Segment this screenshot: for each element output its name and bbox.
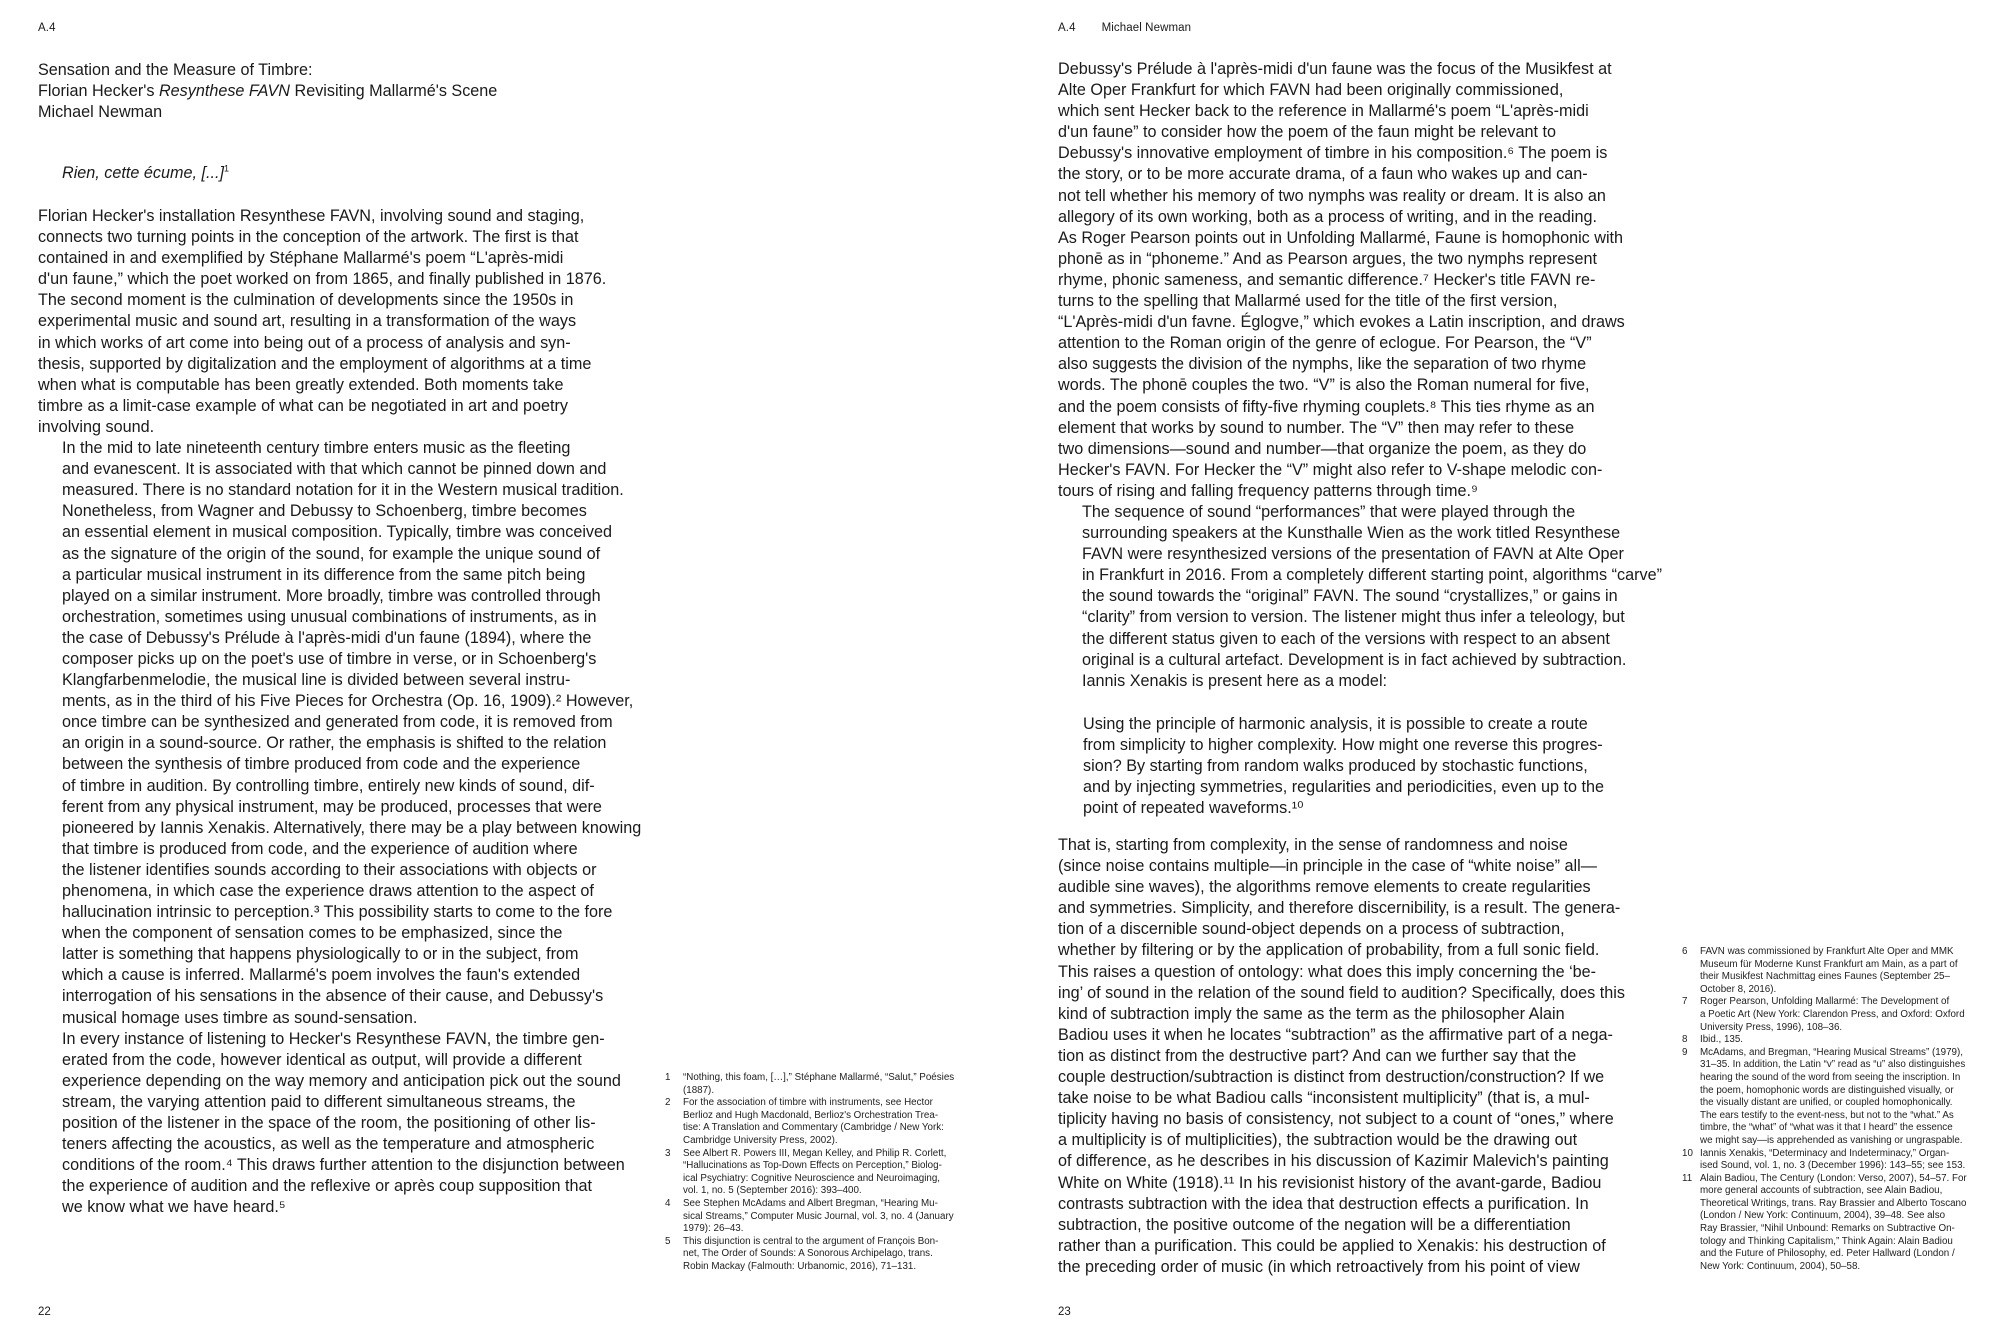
text-line: sion? By starting from random walks produced by stochastic functions, [1083, 757, 1588, 776]
text-line: FAVN were resynthesized versions of the presentation of FAVN at Alte Oper [1082, 545, 1624, 564]
text-line: that timbre is produced from code, and the experience of audition where [62, 839, 578, 858]
text-line: audible sine waves), the algorithms remove elements to create regularities [1058, 878, 1591, 897]
footnote [665, 1148, 965, 1198]
epigraph [62, 164, 229, 183]
text-line: latter is something that happens physiologically to or in the subject, from [62, 945, 579, 964]
text-line: Debussy's innovative employment of timbre in his composition.⁶ The poem is [1058, 144, 1608, 163]
text-line: of difference, as he describes in his discussion of Kazimir Malevich's painting [1058, 1152, 1609, 1171]
paragraph [1058, 59, 1676, 502]
footnote-number: 4 [665, 1197, 671, 1209]
text-line: ing’ of sound in the relation of the sound field to audition? Specifically, does this [1058, 983, 1625, 1002]
text-line: experimental music and sound art, resulting in a transformation of the ways [38, 312, 577, 331]
text-line: That is, starting from complexity, in the sense of randomness and noise [1058, 836, 1568, 854]
footnote-number: 10 [1682, 1147, 1693, 1159]
text-line: Debussy's Prélude à l'après-midi d'un faune was the focus of the Musikfest at [1058, 60, 1612, 78]
text-line: subtraction, the positive outcome of the negation will be a differentiation [1058, 1215, 1571, 1234]
text-line: ferent from any physical instrument, may be produced, processes that were [62, 797, 602, 816]
text-line: thesis, supported by digitalization and the employment of algorithms at a time [38, 354, 592, 373]
text-line: the listener identifies sounds according to their associations with objects or [62, 860, 597, 879]
text-line: an origin in a sound-source. Or rather, the emphasis is shifted to the relation [62, 734, 607, 753]
text-line: the sound towards the “original” FAVN. The sound “crystallizes,” or gains in [1082, 587, 1618, 606]
footnote-text: FAVN was commissioned by Frankfurt Alte Oper and MMK Museum für Moderne Kunst Frankfurt am Main, as a part of their Musikfest Nachmittag eines Faunes (September 25– October 8, 2016). [1700, 946, 1958, 995]
text-line: the different status given to each of the versions with respect to an absent [1082, 629, 1610, 648]
text-line: kind of subtraction imply the same as the term as the philosopher Alain [1058, 1004, 1565, 1023]
footnote-ref: 1 [223, 163, 229, 174]
text-line: d'un faune” to consider how the poem of the faun might be relevant to [1058, 123, 1557, 142]
text-line: played on a similar instrument. More broadly, timbre was controlled through [62, 586, 601, 605]
text-line: point of repeated waveforms.¹⁰ [1083, 799, 1304, 818]
footnote [1682, 1148, 1982, 1173]
footnote-number: 9 [1682, 1046, 1688, 1058]
paragraph [38, 438, 650, 1029]
text-line: and by injecting symmetries, regularities and periodicities, even up to the [1083, 778, 1604, 797]
text-line: d'un faune,” which the poet worked on from 1865, and finally published in 1876. [38, 270, 607, 289]
footnote-text: Ibid., 135. [1700, 1034, 1744, 1046]
text-line: ments, as in the third of his Five Pieces for Orchestra (Op. 16, 1909).² However, [62, 692, 634, 711]
text-line: Florian Hecker's installation Resynthese FAVN, involving sound and staging, [38, 207, 585, 225]
text-line: the preceding order of music (in which retroactively from his point of view [1058, 1257, 1580, 1276]
epigraph-text: Rien, cette écume, [...] [62, 164, 224, 182]
text-line: tiplicity having no basis of consistency, not subject to a count of “ones,” where [1058, 1110, 1614, 1129]
footnote-text: See Albert R. Powers III, Megan Kelley, and Philip R. Corlett, “Hallucinations as Top-Down Effects on Perception,” Biolog- ical Psychiatry: Cognitive Neuroscience and Neuroimaging, vol. 1, no. 5 (September 2016): 393–400. [683, 1147, 947, 1197]
text-line: hallucination intrinsic to perception.³ This possibility starts to come to the fore [62, 903, 613, 922]
text-line: and the poem consists of fifty-five rhyming couplets.⁸ This ties rhyme as an [1058, 397, 1595, 416]
footnote-text: Iannis Xenakis, “Determinacy and Indeterminacy,” Organ- ised Sound, vol. 1, no. 3 (December 1996): 143–55; see 153. [1700, 1147, 1966, 1172]
text-line: erated from the code, however identical as output, will provide a different [62, 1050, 582, 1069]
text-line: rhyme, phonic sameness, and semantic difference.⁷ Hecker's title FAVN re- [1058, 270, 1596, 289]
footnote-number: 11 [1682, 1172, 1693, 1184]
footnote-text: Roger Pearson, Unfolding Mallarmé: The Development of a Poetic Art (New York: Clarendon Press, and Oxford: Oxford University Press, 1996), 108–36. [1700, 996, 1965, 1033]
text-line: In every instance of listening to Hecker's Resynthese FAVN, the timbre gen- [62, 1029, 605, 1048]
text-line: experience depending on the way memory and anticipation pick out the sound [62, 1071, 621, 1090]
text-line: the story, or to be more accurate drama, of a faun who wakes up and can- [1058, 165, 1588, 184]
text-line: once timbre can be synthesized and generated from code, it is removed from [62, 713, 613, 732]
text-line: when the component of sensation comes to be emphasized, since the [62, 924, 563, 943]
footnote-text: For the association of timbre with instruments, see Hector Berlioz and Hugh Macdonald, Berlioz's Orchestration Trea- tise: A Translation and Commentary (Cambridge / New York: Cambridge University Press, 2002). [683, 1097, 944, 1146]
footnote-number: 6 [1682, 946, 1688, 957]
text-line: measured. There is no standard notation for it in the Western musical tradition. [62, 481, 624, 500]
left-body-text [38, 206, 650, 1219]
footnote-number: 7 [1682, 996, 1688, 1008]
article-author: Michael Newman [38, 103, 163, 121]
paragraph [1058, 835, 1676, 1278]
text-line: which a cause is inferred. Mallarmé's poem involves the faun's extended [62, 966, 581, 985]
footnote [1682, 996, 1982, 1034]
running-head-section: A.4 [38, 22, 56, 34]
text-line: allegory of its own working, both as a process of writing, and in the reading. [1058, 207, 1597, 226]
text-line: from simplicity to higher complexity. How might one reverse this progres- [1083, 736, 1603, 755]
footnote-text: “Nothing, this foam, […],” Stéphane Mallarmé, “Salut,” Poésies (1887). [683, 1072, 955, 1096]
footnote-number: 2 [665, 1097, 671, 1109]
text-line: Alte Oper Frankfurt for which FAVN had been originally commissioned, [1058, 81, 1564, 100]
running-head-section: A.4 [1058, 22, 1076, 34]
text-line: pioneered by Iannis Xenakis. Alternatively, there may be a play between knowing [62, 818, 642, 837]
text-line: also suggests the division of the nymphs, like the separation of two rhyme [1058, 355, 1587, 374]
text-line: when what is computable has been greatly extended. Both moments take [38, 375, 564, 394]
footnote-text: See Stephen McAdams and Albert Bregman, “Hearing Mu- sical Streams,” Computer Music Journal, vol. 3, no. 4 (January 1979): 26–43. [683, 1197, 954, 1235]
text-line: tion as distinct from the destructive part? And can we further say that the [1058, 1046, 1577, 1065]
text-line: Badiou uses it when he locates “subtraction” as the affirmative part of a nega- [1058, 1025, 1613, 1044]
text-line: a particular musical instrument in its difference from the same pitch being [62, 565, 586, 584]
text-line: not tell whether his memory of two nymphs was reality or dream. It is also an [1058, 186, 1606, 205]
text-line: composer picks up on the poet's use of timbre in verse, or in Schoenberg's [62, 649, 597, 668]
footnote [1682, 1173, 1982, 1274]
title-line-2-pre: Florian Hecker's [38, 82, 159, 100]
text-line: two dimensions—sound and number—that organize the poem, as they do [1058, 439, 1587, 458]
footnote [1682, 946, 1982, 996]
text-line: (since noise contains multiple—in principle in the case of “white noise” all— [1058, 857, 1597, 876]
footnote-text: McAdams, and Bregman, “Hearing Musical Streams” (1979), 31–35. In addition, the Latin “v” read as “u” also distinguishes hearing the sound of the word from seeing the inscription. In the poem, homophonic words are distinguished visually, or the visually distant are unified, or coupled homophonically. The ears testify to the event-ness, but not to the “what.” As timbre, the “what” of “what was it that I heard” the essence we might say—is apprehended as vanishing or ungraspable. [1700, 1046, 1966, 1146]
block-quote [1083, 714, 1683, 819]
text-line: This raises a question of ontology: what does this imply concerning the ‘be- [1058, 962, 1597, 981]
footnote-number: 5 [665, 1235, 671, 1247]
footnote [1682, 1034, 1982, 1047]
text-line: in Frankfurt in 2016. From a completely different starting point, algorithms “carve” [1082, 566, 1662, 585]
paragraph [1058, 502, 1676, 692]
title-line-2 [38, 81, 497, 102]
text-line: tion of a discernible sound-object depends on a process of subtraction, [1058, 920, 1565, 939]
text-line: we know what we have heard.⁵ [62, 1198, 286, 1217]
text-line: contrasts subtraction with the idea that destruction effects a purification. In [1058, 1194, 1589, 1213]
paragraph [38, 1029, 650, 1219]
text-line: phonē as in “phoneme.” And as Pearson argues, the two nymphs represent [1058, 249, 1598, 268]
right-body-text [1058, 59, 1676, 692]
text-line: the experience of audition and the reflexive or après coup supposition that [62, 1177, 593, 1196]
text-line: surrounding speakers at the Kunsthalle Wien as the work titled Resynthese [1082, 524, 1621, 543]
right-body-continuation [1058, 835, 1676, 1278]
text-line: take noise to be what Badiou calls “inconsistent multiplicity” (that is, a mul- [1058, 1089, 1590, 1108]
text-line: rather than a purification. This could be applied to Xenakis: his destruction of [1058, 1236, 1606, 1255]
text-line: stream, the varying attention paid to different simultaneous streams, the [62, 1092, 576, 1111]
text-line: teners affecting the acoustics, as well as the temperature and atmospheric [62, 1135, 595, 1154]
footnote [1682, 1047, 1982, 1148]
text-line: which sent Hecker back to the reference in Mallarmé's poem “L'après-midi [1058, 102, 1589, 121]
text-line: turns to the spelling that Mallarmé used for the title of the first version, [1058, 292, 1558, 311]
text-line: phenomena, in which case the experience draws attention to the aspect of [62, 882, 594, 900]
article-title-block [38, 60, 497, 123]
title-work-name: Resynthese FAVN [158, 82, 290, 100]
text-line: conditions of the room.⁴ This draws further attention to the disjunction between [62, 1156, 625, 1175]
text-line: “L'Après-midi d'un favne. Églogve,” which evokes a Latin inscription, and draws [1058, 313, 1625, 332]
text-line: couple destruction/subtraction is distinct from destruction/construction? If we [1058, 1068, 1605, 1087]
footnote-number: 3 [665, 1147, 671, 1159]
text-line: as the signature of the origin of the sound, for example the unique sound of [62, 544, 601, 563]
footnote-text: This disjunction is central to the argument of François Bon- net, The Order of Sounds: A Sonorous Archipelago, trans. Robin Mackay (Falmouth: Urbanomic, 2016), 71–131. [683, 1235, 939, 1272]
text-line: and evanescent. It is associated with that which cannot be pinned down and [62, 460, 607, 479]
text-line: between the synthesis of timbre produced from code and the experience [62, 755, 581, 774]
footnote-text: Alain Badiou, The Century (London: Verso, 2007), 54–57. For more general accounts of subtraction, see Alain Badiou, Theoretical Writings, trans. Ray Brassier and Alberto Toscano (London / New York: Continuum, 2004), 39–48. See also Ray Brassier, “Nihil Unbound: Remarks on Subtractive On- tology and Thinking Capitalism,” Think Again: Alain Badiou and the Future of Philosophy, ed. Peter Hallward (London / New York: Continuum, 2004), 50–58. [1700, 1172, 1967, 1272]
text-line: attention to the Roman origin of the genre of eclogue. For Pearson, the “V” [1058, 334, 1592, 353]
text-line: orchestration, sometimes using unusual combinations of instruments, as in [62, 607, 597, 626]
footnote [665, 1072, 965, 1097]
text-line: in which works of art come into being out of a process of analysis and syn- [38, 333, 571, 352]
page-number-left: 22 [38, 1306, 51, 1318]
text-line: interrogation of his sensations in the absence of their cause, and Debussy's [62, 987, 604, 1006]
text-line: of timbre in audition. By controlling timbre, entirely new kinds of sound, dif- [62, 776, 595, 795]
text-line: The sequence of sound “performances” that were played through the [1082, 502, 1576, 521]
text-line: tours of rising and falling frequency patterns through time.⁹ [1058, 481, 1478, 500]
text-line: Klangfarbenmelodie, the musical line is divided between several instru- [62, 671, 571, 690]
left-footnotes [665, 1072, 965, 1274]
text-line: Iannis Xenakis is present here as a model: [1082, 671, 1388, 690]
text-line: original is a cultural artefact. Development is in fact achieved by subtraction. [1082, 650, 1627, 669]
text-line: a multiplicity is of multiplicities), the subtraction would be the drawing out [1058, 1131, 1578, 1150]
text-line: the case of Debussy's Prélude à l'après-midi d'un faune (1894), where the [62, 628, 592, 647]
title-line-1: Sensation and the Measure of Timbre: [38, 61, 313, 79]
text-line: Hecker's FAVN. For Hecker the “V” might also refer to V-shape melodic con- [1058, 460, 1603, 479]
footnote [665, 1236, 965, 1274]
text-line: musical homage uses timbre as sound-sensation. [62, 1008, 418, 1027]
title-line-2-post: Revisiting Mallarmé's Scene [290, 82, 498, 100]
page-number-right: 23 [1058, 1306, 1071, 1318]
text-line: an essential element in musical composition. Typically, timbre was conceived [62, 523, 613, 542]
text-line: White on White (1918).¹¹ In his revisionist history of the avant-garde, Badiou [1058, 1173, 1602, 1192]
text-line: Nonetheless, from Wagner and Debussy to Schoenberg, timbre becomes [62, 502, 587, 521]
text-line: and symmetries. Simplicity, and therefore discernibility, is a result. The genera- [1058, 899, 1621, 918]
running-head-author: Michael Newman [1101, 22, 1192, 34]
right-page [1000, 0, 2000, 1334]
text-line: words. The phonē couples the two. “V” is also the Roman numeral for five, [1058, 376, 1590, 395]
text-line: timbre as a limit-case example of what can be negotiated in art and poetry [38, 396, 568, 415]
text-line: position of the listener in the space of the room, the positioning of other lis- [62, 1114, 596, 1133]
text-line: connects two turning points in the conception of the artwork. The first is that [38, 228, 579, 247]
footnote-number: 1 [665, 1072, 671, 1083]
running-head [1058, 22, 1191, 34]
footnote [665, 1198, 965, 1236]
paragraph [38, 206, 650, 438]
text-line: contained in and exemplified by Stéphane Mallarmé's poem “L'après-midi [38, 249, 564, 268]
text-line: “clarity” from version to version. The listener might thus infer a teleology, but [1082, 608, 1625, 627]
right-footnotes [1682, 946, 1982, 1273]
text-line: element that works by sound to number. The “V” then may refer to these [1058, 418, 1575, 437]
text-line: Using the principle of harmonic analysis, it is possible to create a route [1083, 715, 1588, 733]
text-line: The second moment is the culmination of developments since the 1950s in [38, 291, 574, 310]
text-line: involving sound. [38, 417, 155, 436]
footnote [665, 1097, 965, 1147]
text-line: whether by filtering or by the application of probability, from a full sonic field. [1058, 941, 1600, 960]
text-line: As Roger Pearson points out in Unfolding Mallarmé, Faune is homophonic with [1058, 228, 1624, 247]
footnote-number: 8 [1682, 1034, 1688, 1046]
text-line: In the mid to late nineteenth century timbre enters music as the fleeting [62, 439, 571, 458]
